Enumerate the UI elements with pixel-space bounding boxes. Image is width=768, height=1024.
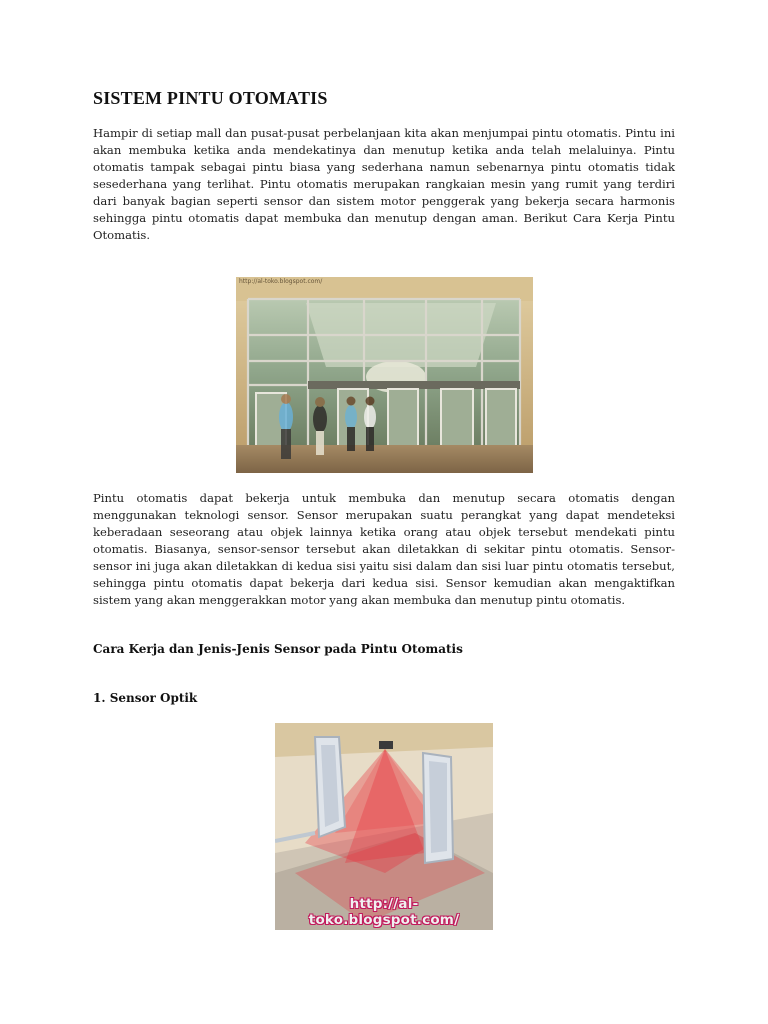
sensor-paragraph: Pintu otomatis dapat bekerja untuk membuka dan menutup secara otomatis dengan menggunakan teknologi sensor. Sensor merupakan suatu perangkat yang dapat mendeteksi keberadaan seseorang atau objek lainnya ketika orang atau objek tersebut mendekati pintu otomatis. Biasanya, sensor-sensor tersebut akan diletakkan di sekitar pintu otomatis. Sensor-sensor ini juga akan diletakkan di kedua sisi yaitu sisi dalam dan sisi luar pintu otomatis tersebut, sehingga pintu otomatis dapat bekerja dari kedua sisi. Sensor kemudian akan mengaktifkan sistem yang akan menggerakkan motor yang akan membuka dan menutup pintu otomatis. — [93, 491, 675, 607]
section-heading-optical-sensor: 1. Sensor Optik — [93, 691, 198, 705]
automatic-door-photo — [236, 277, 533, 473]
mall-automatic-door-photo-icon — [236, 277, 533, 473]
optical-sensor-illustration — [275, 723, 493, 930]
intro-paragraph: Hampir di setiap mall dan pusat-pusat perbelanjaan kita akan menjumpai pintu otomatis. Pintu ini akan membuka ketika anda mendekatinya dan menutup ketika anda telah melaluinya. Pintu otomatis tampak sebagai pintu biasa yang sederhana namun sebenarnya pintu otomatis tidak sesederhana yang terlihat. Pintu otomatis merupakan rangkaian mesin yang rumit yang terdiri dari banyak bagian seperti sensor dan sistem motor penggerak yang bekerja secara harmonis sehingga pintu otomatis dapat membuka dan menutup dengan aman. Berikut Cara Kerja Pintu Otomatis. — [93, 126, 675, 242]
figure-1-watermark: http://al-toko.blogspot.com/ — [239, 278, 323, 285]
subheading: Cara Kerja dan Jenis-Jenis Sensor pada Pintu Otomatis — [93, 642, 463, 656]
page-title: SISTEM PINTU OTOMATIS — [93, 88, 328, 108]
figure-2-watermark: http://al-toko.blogspot.com/ — [308, 896, 460, 928]
